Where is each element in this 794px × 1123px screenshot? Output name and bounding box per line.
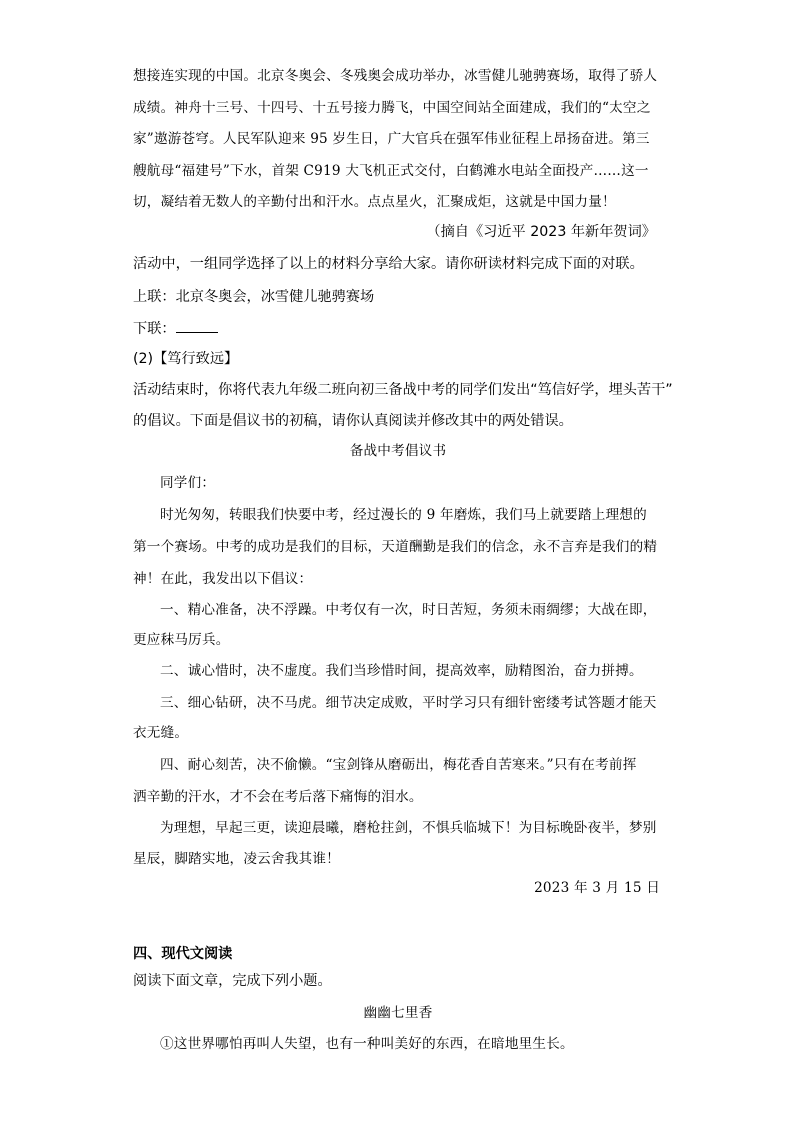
article-title: 幽幽七里香 <box>363 1005 433 1021</box>
proposal-line-3: 神！在此，我发出以下倡议： <box>133 571 313 587</box>
q2-instruction-line-2: 的倡议。下面是倡议书的初稿，请你认真阅读并修改其中的两处错误。 <box>133 413 573 429</box>
proposal-line-1: 时光匆匆，转眼我们快要中考，经过漫长的 9 年磨炼，我们马上就要踏上理想的 <box>160 507 647 523</box>
q1-answer-blank[interactable] <box>176 318 218 333</box>
q1-lower-label: 下联： <box>133 321 176 337</box>
material-line-3: 家”遨游苍穹。人民军队迎来 95 岁生日，广大官兵在强军伟业征程上昂扬奋进。第三 <box>133 131 650 147</box>
q2-heading: (2)【笃行致远】 <box>133 351 239 367</box>
proposal-date: 2023 年 3 月 15 日 <box>534 880 660 896</box>
material-source: （摘自《习近平 2023 年新年贺词》 <box>426 224 656 240</box>
proposal-line-10: 洒辛勤的汗水，才不会在考后落下痛悔的泪水。 <box>133 789 423 805</box>
q1-instruction: 活动中，一组同学选择了以上的材料分享给大家。请你研读材料完成下面的对联。 <box>133 256 644 272</box>
proposal-line-11: 为理想，早起三更，读迎晨曦，磨枪拄剑，不惧兵临城下！为目标晚卧夜半，梦别 <box>160 820 657 836</box>
q2-instruction-line-1: 活动结束时，你将代表九年级二班向初三备战中考的同学们发出“笃信好学，埋头苦干” <box>133 382 673 398</box>
material-line-1: 想接连实现的中国。北京冬奥会、冬残奥会成功举办，冰雪健儿驰骋赛场，取得了骄人 <box>133 68 658 84</box>
proposal-line-12: 星辰，脚踏实地，凌云舍我其谁！ <box>133 851 340 867</box>
material-line-5: 切，凝结着无数人的辛勤付出和汗水。点点星火，汇聚成炬，这就是中国力量！ <box>133 194 616 210</box>
proposal-line-6: 二、诚心惜时，决不虚度。我们当珍惜时间，提高效率，励精图治，奋力拼搏。 <box>160 663 643 679</box>
proposal-line-8: 衣无缝。 <box>133 725 189 741</box>
proposal-line-4: 一、精心准备，决不浮躁。中考仅有一次，时日苦短，务须未雨绸缪；大战在即， <box>160 602 657 618</box>
section4-instruction: 阅读下面文章，完成下列小题。 <box>133 973 332 989</box>
material-line-4: 艘航母“福建号”下水，首架 C919 大飞机正式交付，白鹤滩水电站全面投产……这一 <box>133 163 649 179</box>
article-paragraph-1: ①这世界哪怕再叫人失望，也有一种叫美好的东西，在暗地里生长。 <box>160 1036 574 1052</box>
proposal-line-5: 更应秣马厉兵。 <box>133 632 230 648</box>
q1-upper-couplet: 上联：北京冬奥会，冰雪健儿驰骋赛场 <box>133 289 375 305</box>
material-line-2: 成绩。神舟十三号、十四号、十五号接力腾飞，中国空间站全面建成，我们的“太空之 <box>133 100 651 116</box>
proposal-line-2: 第一个赛场。中考的成功是我们的目标，天道酬勤是我们的信念，永不言弃是我们的精 <box>133 539 658 555</box>
q1-lower-couplet <box>133 318 663 339</box>
proposal-line-7: 三、细心钻研，决不马虎。细节决定成败，平时学习只有细针密缕考试答题才能天 <box>160 695 657 711</box>
proposal-title: 备战中考倡议书 <box>349 443 447 459</box>
section4-heading: 四、现代文阅读 <box>133 946 233 962</box>
proposal-greeting: 同学们： <box>160 475 216 491</box>
proposal-line-9: 四、耐心刻苦，决不偷懒。“宝剑锋从磨砺出，梅花香自苦寒来。”只有在考前挥 <box>160 757 637 773</box>
